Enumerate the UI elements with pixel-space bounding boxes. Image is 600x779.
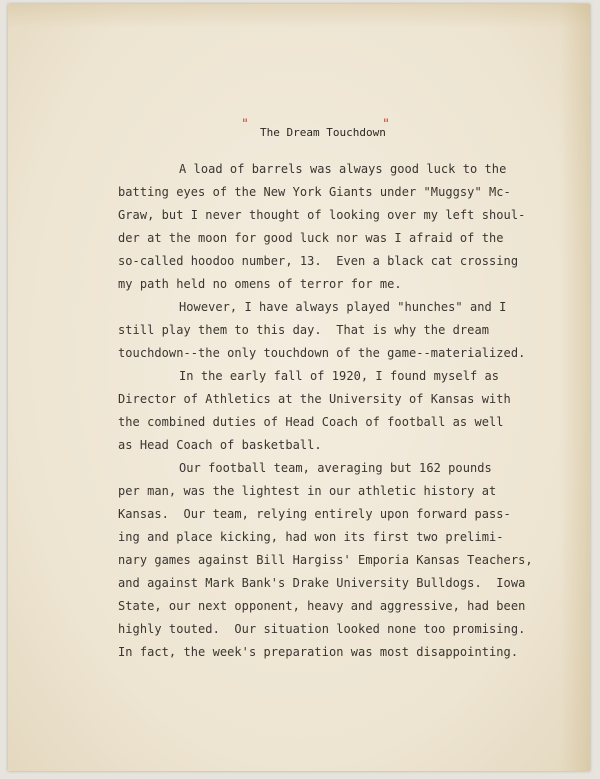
- document-title: The Dream Touchdown: [260, 126, 386, 139]
- text-line-11: Director of Athletics at the University of Kansas with: [118, 392, 511, 406]
- text-line-15: per man, was the lightest in our athletic history at: [118, 484, 497, 498]
- text-line-14: Our football team, averaging but 162 pounds: [179, 461, 492, 475]
- text-line-3: Graw, but I never thought of looking over my left shoul-: [118, 208, 526, 222]
- text-line-19: and against Mark Bank's Drake University Bulldogs. Iowa: [118, 576, 526, 590]
- red-close-quote-mark: ": [383, 117, 389, 132]
- text-line-22: In fact, the week's preparation was most disappointing.: [118, 645, 519, 659]
- text-line-6: my path held no omens of terror for me.: [118, 277, 402, 291]
- text-line-4: der at the moon for good luck nor was I afraid of the: [118, 231, 504, 245]
- text-line-7: However, I have always played "hunches" and I: [179, 300, 507, 314]
- text-line-12: the combined duties of Head Coach of football as well: [118, 415, 504, 429]
- text-line-18: nary games against Bill Hargiss' Emporia Kansas Teachers,: [118, 553, 533, 567]
- paper-stain-top: [8, 4, 590, 28]
- red-open-quote-mark: ": [242, 117, 248, 132]
- text-line-17: ing and place kicking, had won its first two prelimi-: [118, 530, 504, 544]
- text-line-5: so-called hoodoo number, 13. Even a black cat crossing: [118, 254, 519, 268]
- text-line-2: batting eyes of the New York Giants under "Muggsy" Mc-: [118, 185, 511, 199]
- paper-stain-edge: [560, 4, 590, 771]
- text-line-13: as Head Coach of basketball.: [118, 438, 322, 452]
- text-line-9: touchdown--the only touchdown of the game--materialized.: [118, 346, 526, 360]
- text-line-21: highly touted. Our situation looked none too promising.: [118, 622, 526, 636]
- typed-page: [8, 4, 590, 771]
- text-line-20: State, our next opponent, heavy and aggressive, had been: [118, 599, 526, 613]
- text-line-1: A load of barrels was always good luck to the: [179, 162, 507, 176]
- text-line-10: In the early fall of 1920, I found myself as: [179, 369, 500, 383]
- text-line-16: Kansas. Our team, relying entirely upon forward pass-: [118, 507, 511, 521]
- text-line-8: still play them to this day. That is why the dream: [118, 323, 490, 337]
